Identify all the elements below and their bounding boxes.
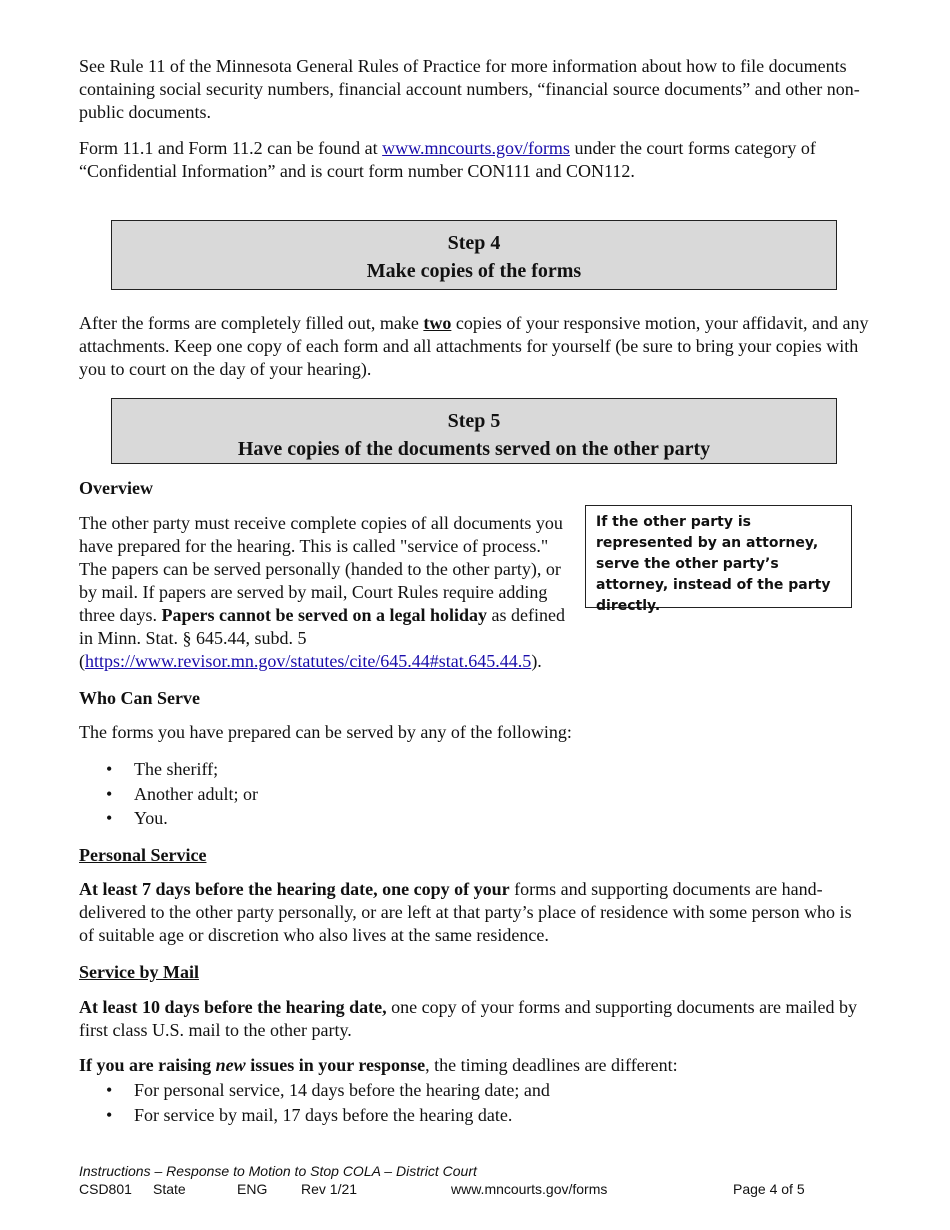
revisor-statute-link[interactable]: https://www.revisor.mn.gov/statutes/cite/645.44#stat.645.44.5 (85, 651, 532, 671)
step4-subtitle: Make copies of the forms (366, 260, 582, 282)
footer-state: State (153, 1181, 186, 1197)
personal-service-bold: At least 7 days before the hearing date, one copy of your (79, 879, 510, 899)
who-can-serve-list (79, 758, 258, 832)
personal-service-text: forms and supporting documents are hand-delivered to the other party personally, or are left at that party’s place of residence with some person who is of suitable age or discretion who also lives at the same residence. (79, 879, 852, 945)
service-by-mail-paragraph (79, 996, 869, 1042)
list-item: • The sheriff; (134, 758, 258, 783)
rule11-paragraph: See Rule 11 of the Minnesota General Rules of Practice for more information about how to file documents containing social security numbers, financial account numbers, “financial source documents” and other non-public documents. (79, 56, 860, 122)
step5-box (111, 398, 837, 464)
step4-text-post: copies of your responsive motion, your affidavit, and any attachments. Keep one copy of each form and all attachments for yourself (be sure to bring your copies with you to court on the day of your hearing). (79, 313, 869, 379)
personal-service-paragraph (79, 878, 869, 947)
footer-meta (79, 1181, 879, 1198)
step4-text-pre: After the forms are completely filled out, make (79, 313, 424, 333)
list-item: • Another adult; or (134, 783, 258, 808)
new-issues-bold-a: If you are raising (79, 1055, 216, 1075)
service-by-mail-bold: At least 10 days before the hearing date, (79, 997, 387, 1017)
overview-text-c: ). (531, 651, 542, 671)
forms-text-pre: Form 11.1 and Form 11.2 can be found at (79, 138, 383, 158)
new-issues-bold-em: new (215, 1055, 246, 1075)
who-can-serve-heading: Who Can Serve (79, 688, 200, 708)
new-issues-text: , the timing deadlines are different: (425, 1055, 678, 1075)
step5-subtitle: Have copies of the documents served on the other party (237, 438, 711, 460)
step5-title: Step 5 (447, 410, 501, 432)
list-item: • For personal service, 14 days before the hearing date; and (134, 1079, 550, 1104)
step4-box (111, 220, 837, 290)
service-by-mail-heading: Service by Mail (79, 962, 199, 982)
overview-text-b: as defined in Minn. Stat. § 645.44, subd. 5 ( (79, 605, 565, 671)
list-item: • You. (134, 807, 258, 832)
step4-title: Step 4 (447, 232, 501, 254)
footer-form-code: CSD801 (79, 1181, 132, 1197)
new-issues-paragraph (79, 1054, 869, 1077)
overview-text-a: The other party must receive complete copies of all documents you have prepared for the hearing. This is called "service of process." The papers can be served personally (handed to the other party), or by mail. If papers are served by mail, Court Rules require adding three days. (79, 513, 563, 625)
service-by-mail-text: one copy of your forms and supporting documents are mailed by first class U.S. mail to the other party. (79, 997, 858, 1040)
who-can-serve-intro: The forms you have prepared can be served by any of the following: (79, 722, 572, 742)
personal-service-heading: Personal Service (79, 845, 207, 865)
new-issues-list (79, 1079, 550, 1128)
step4-paragraph (79, 312, 869, 381)
new-issues-bold-b: issues in your response (245, 1055, 426, 1075)
list-item: • For service by mail, 17 days before the hearing date. (134, 1104, 550, 1129)
forms-paragraph (79, 137, 869, 183)
footer-url: www.mncourts.gov/forms (451, 1181, 608, 1197)
mncourts-forms-link[interactable]: www.mncourts.gov/forms (382, 138, 570, 158)
footer-revision: Rev 1/21 (301, 1181, 358, 1197)
attorney-callout: If the other party is represented by an attorney, serve the other party’s attorney, instead of the party directly. (585, 505, 852, 608)
overview-paragraph (79, 512, 569, 673)
overview-heading: Overview (79, 478, 153, 498)
overview-text-bold: Papers cannot be served on a legal holiday (161, 605, 487, 625)
footer-page-number: Page 4 of 5 (733, 1181, 805, 1197)
step4-text-two: two (423, 313, 452, 333)
footer-language: ENG (237, 1181, 268, 1197)
footer-title: Instructions – Response to Motion to Stop COLA – District Court (79, 1163, 477, 1179)
forms-text-post: under the court forms category of “Confidential Information” and is court form number CON111 and CON112. (79, 138, 816, 181)
